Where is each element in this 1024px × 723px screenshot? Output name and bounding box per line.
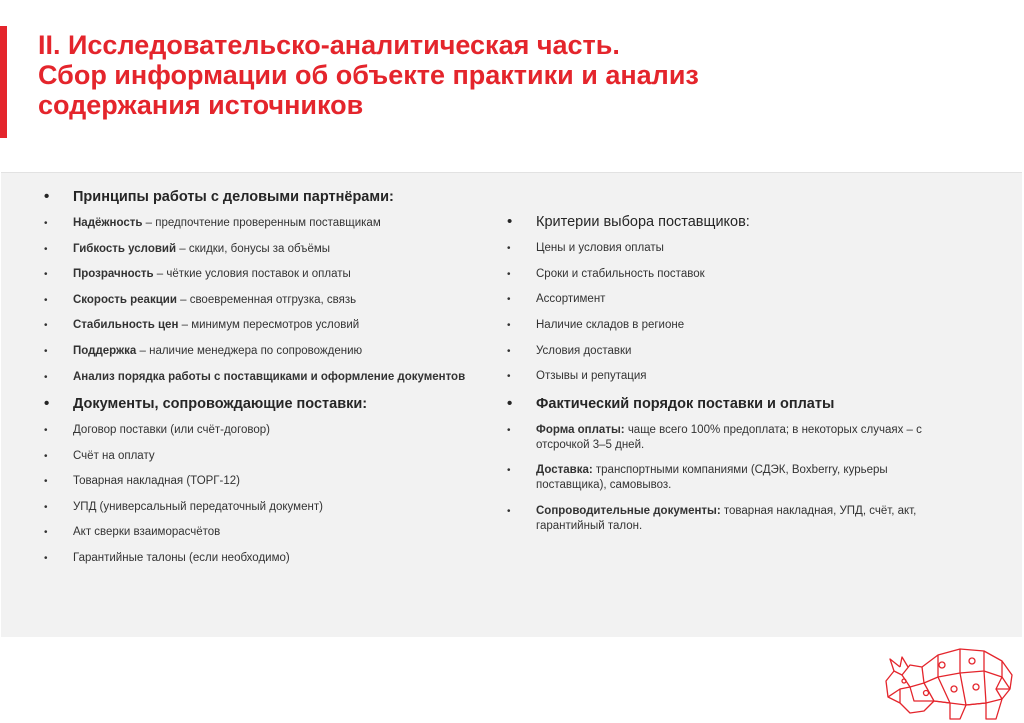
item-text: – скидки, бонусы за объёмы [176, 243, 331, 255]
bullet: • [507, 506, 511, 517]
bullet: • [44, 527, 48, 538]
title-line: Сбор информации об объекте практики и анализ [38, 60, 699, 90]
bullet: • [44, 320, 48, 331]
title-line: II. Исследовательско-аналитическая часть. [38, 30, 620, 60]
bullet: • [507, 213, 513, 230]
title-line: содержания источников [38, 90, 364, 120]
list-item: • Условия доставки [507, 345, 632, 357]
list-item: • Сроки и стабильность поставок [507, 268, 705, 280]
bullet: • [507, 243, 511, 254]
list-item: • Акт сверки взаиморасчётов [44, 526, 221, 538]
list-item: • Наличие складов в регионе [507, 319, 685, 331]
bullet: • [44, 502, 48, 513]
bullet: • [44, 218, 48, 229]
list-item [44, 267, 489, 282]
list-item: • Ассортимент [507, 293, 606, 305]
bullet: • [507, 425, 511, 436]
bullet: • [507, 320, 511, 331]
item-text: – наличие менеджера по сопровождению [136, 345, 363, 357]
list-item: • Товарная накладная (ТОРГ-12) [44, 475, 240, 487]
criteria-heading: • Критерии выбора поставщиков: [507, 213, 750, 230]
bullet: • [507, 269, 511, 280]
item-term: Гибкость условий [73, 243, 177, 255]
list-item: • Счёт на оплату [44, 450, 155, 462]
item-term: Скорость реакции [73, 294, 177, 306]
item-term: Поддержка [73, 345, 137, 357]
item-term: Доставка: [536, 464, 593, 476]
list-item [44, 242, 489, 257]
list-item: • УПД (универсальный передаточный документ) [44, 501, 323, 513]
bullet: • [44, 553, 48, 564]
accent-bar [0, 26, 7, 138]
list-item [44, 370, 489, 385]
bullet: • [44, 425, 48, 436]
item-term: Сопроводительные документы: [536, 505, 721, 517]
item-text: транспортными компаниями (СДЭК, Boxberry, курьеры поставщика), самовывоз. [536, 464, 888, 491]
item-text: – своевременная отгрузка, связь [176, 294, 357, 306]
list-item: • Договор поставки (или счёт-договор) [44, 424, 271, 436]
bullet: • [507, 395, 513, 412]
list-item [44, 216, 489, 231]
item-term: Анализ порядка работы с поставщиками и оформление документов [73, 371, 466, 383]
list-item: • Гарантийные талоны (если необходимо) [44, 552, 290, 564]
item-term: Надёжность [73, 217, 143, 229]
list-item: • Отзывы и репутация [507, 370, 647, 382]
item-text: – минимум пересмотров условий [178, 319, 360, 331]
bullet: • [507, 346, 511, 357]
list-item [44, 293, 489, 308]
bullet: • [507, 465, 511, 476]
item-text: чаще всего 100% предоплата; в некоторых случаях – с отсрочкой 3–5 дней. [536, 424, 922, 451]
item-term: Стабильность цен [73, 319, 179, 331]
bullet: • [44, 269, 48, 280]
item-text: – чёткие условия поставок и оплаты [153, 268, 351, 280]
bullet: • [44, 476, 48, 487]
item-term: Форма оплаты: [536, 424, 625, 436]
list-item: • Цены и условия оплаты [507, 242, 664, 254]
bullet: • [44, 244, 48, 255]
bullet: • [44, 295, 48, 306]
content-panel [1, 172, 1022, 637]
bullet: • [507, 371, 511, 382]
item-text: – предпочтение проверенным поставщикам [142, 217, 381, 229]
list-item [507, 463, 947, 493]
bullet: • [507, 294, 511, 305]
list-item [507, 504, 947, 534]
list-item [44, 344, 489, 359]
bullet: • [44, 451, 48, 462]
procedure-heading: • Фактический порядок поставки и оплаты [507, 395, 835, 412]
bullet: • [44, 188, 50, 205]
rhino-icon [880, 637, 1020, 721]
page-title [38, 30, 938, 120]
bullet: • [44, 372, 48, 383]
principles-heading: • Принципы работы с деловыми партнёрами: [44, 188, 394, 205]
bullet: • [44, 395, 50, 412]
bullet: • [44, 346, 48, 357]
item-term: Прозрачность [73, 268, 154, 280]
list-item [44, 318, 489, 333]
documents-heading: • Документы, сопровождающие поставки: [44, 395, 368, 412]
list-item [507, 423, 947, 453]
item-text: товарная накладная, УПД, счёт, акт, гарантийный талон. [536, 505, 917, 532]
